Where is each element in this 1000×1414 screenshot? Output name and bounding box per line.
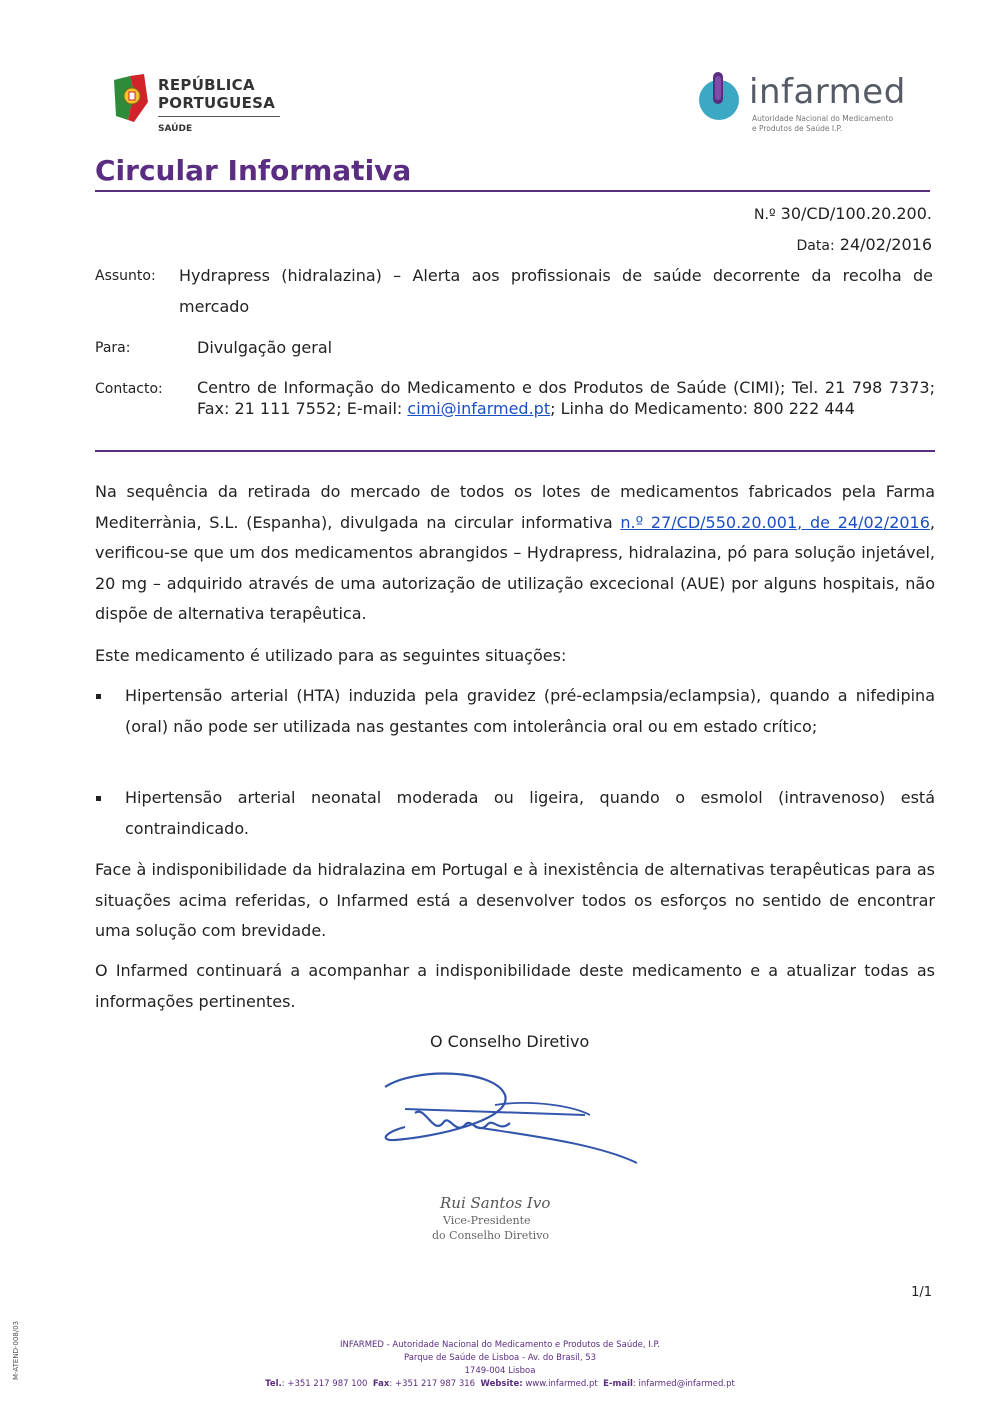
list-item: Hipertensão arterial neonatal moderada ou ligeira, quando o esmolol (intravenoso) está contraindicado. (125, 788, 935, 838)
contact-pre: Centro de Informação do Medicamento e dos Produtos de Saúde (CIMI); Tel. 21 798 7373; Fax: 21 111 7552; E-mail: (197, 378, 935, 418)
contact-label: Contacto: (95, 381, 163, 397)
contact-email-link[interactable]: cimi@infarmed.pt (407, 398, 551, 418)
footer-email-value[interactable]: : infarmed@infarmed.pt (632, 1379, 735, 1389)
section-rule (95, 450, 935, 452)
number-value: 30/CD/100.20.200. (780, 204, 932, 223)
infarmed-logo-icon (697, 70, 745, 122)
footer-line-3: 1749-004 Lisboa (464, 1366, 536, 1376)
footer-contacts (0, 1379, 1000, 1389)
body-paragraph-2: Este medicamento é utilizado para as seguintes situações: (95, 646, 567, 665)
date-value: 24/02/2016 (839, 235, 932, 254)
footer-tel-value: : +351 217 987 100 (281, 1379, 368, 1389)
infarmed-subtitle-1: Autoridade Nacional do Medicamento (752, 114, 894, 123)
form-code: M-ATEND-008/03 (12, 1320, 20, 1380)
body-paragraph-3: Face à indisponibilidade da hidralazina em Portugal e à inexistência de alternativas terapêuticas para as situações acima referidas, o Infarmed está a desenvolver todos os esforços no sentido de encontrar uma solução com brevidade. (95, 860, 935, 941)
number-label: N.º (754, 207, 776, 223)
bullet-icon (96, 796, 101, 801)
p1-text-pre: Na sequência da retirada do mercado de todos os lotes de medicamentos fabricados pela Farma Mediterrània, S.L. (Espanha), divulgada na circular informativa (95, 482, 935, 532)
signer-line: O Conselho Diretivo (430, 1032, 590, 1051)
body-paragraph-4: O Infarmed continuará a acompanhar a indisponibilidade deste medicamento e a atualizar todas as informações pertinentes. (95, 961, 935, 1011)
infarmed-subtitle-2: e Produtos de Saúde I.P. (752, 124, 843, 133)
document-title: Circular Informativa (95, 154, 412, 187)
logo-text-republica: REPÚBLICA (158, 76, 255, 94)
logo-divider (158, 116, 280, 117)
footer-fax-label: Fax (372, 1379, 390, 1389)
p1-text-post: , verificou-se que um dos medicamentos abrangidos – Hydrapress, hidralazina, pó para solução injetável, 20 mg – adquirido através de uma autorização de utilização excecional (AUE) por alguns hospitais, não dispõe de alternativa terapêutica. (95, 512, 936, 624)
to-value: Divulgação geral (197, 338, 333, 357)
list-item: Hipertensão arterial (HTA) induzida pela gravidez (pré-eclampsia/eclampsia), quando a nifedipina (oral) não pode ser utilizada nas gestantes com intolerância oral ou em estado crítico; (125, 686, 935, 736)
footer-email-label: E-mail (603, 1379, 633, 1389)
footer-tel-label: Tel. (265, 1379, 282, 1389)
footer-web-value[interactable]: www.infarmed.pt (522, 1379, 598, 1389)
date-label: Data: (796, 238, 835, 254)
bullet-icon (96, 694, 101, 699)
circular-number (754, 204, 932, 223)
subject-line-1: Hydrapress (hidralazina) – Alerta aos profissionais de saúde decorrente da recolha de (179, 266, 933, 285)
footer-line-2: Parque de Saúde de Lisboa - Av. do Brasil, 53 (403, 1353, 597, 1363)
footer-fax-value: : +351 217 987 316 (389, 1379, 476, 1389)
subject-line-2: mercado (179, 297, 250, 316)
circular-date (797, 235, 932, 254)
body-paragraph-1 (95, 477, 935, 630)
signatory-name: Rui Santos Ivo (440, 1194, 551, 1212)
signatory-body: do Conselho Diretivo (432, 1229, 550, 1242)
logo-text-saude: SAÚDE (158, 124, 193, 134)
republica-portuguesa-emblem-icon (110, 72, 152, 124)
signatory-role: Vice-Presidente (443, 1214, 531, 1227)
subject-label: Assunto: (95, 268, 156, 284)
footer-line-1: INFARMED - Autoridade Nacional do Medicamento e Produtos de Saúde, I.P. (340, 1340, 660, 1350)
page-number: 1/1 (911, 1285, 932, 1300)
footer-web-label: Website: (480, 1379, 523, 1389)
handwritten-signature (375, 1065, 645, 1170)
circular-reference-link[interactable]: n.º 27/CD/550.20.001, de 24/02/2016 (620, 512, 930, 532)
infarmed-wordmark: infarmed (749, 72, 906, 112)
contact-value (197, 378, 935, 419)
to-label: Para: (95, 340, 131, 356)
contact-post: ; Linha do Medicamento: 800 222 444 (550, 398, 855, 418)
title-rule (95, 190, 930, 192)
logo-text-portuguesa: PORTUGUESA (158, 94, 276, 112)
